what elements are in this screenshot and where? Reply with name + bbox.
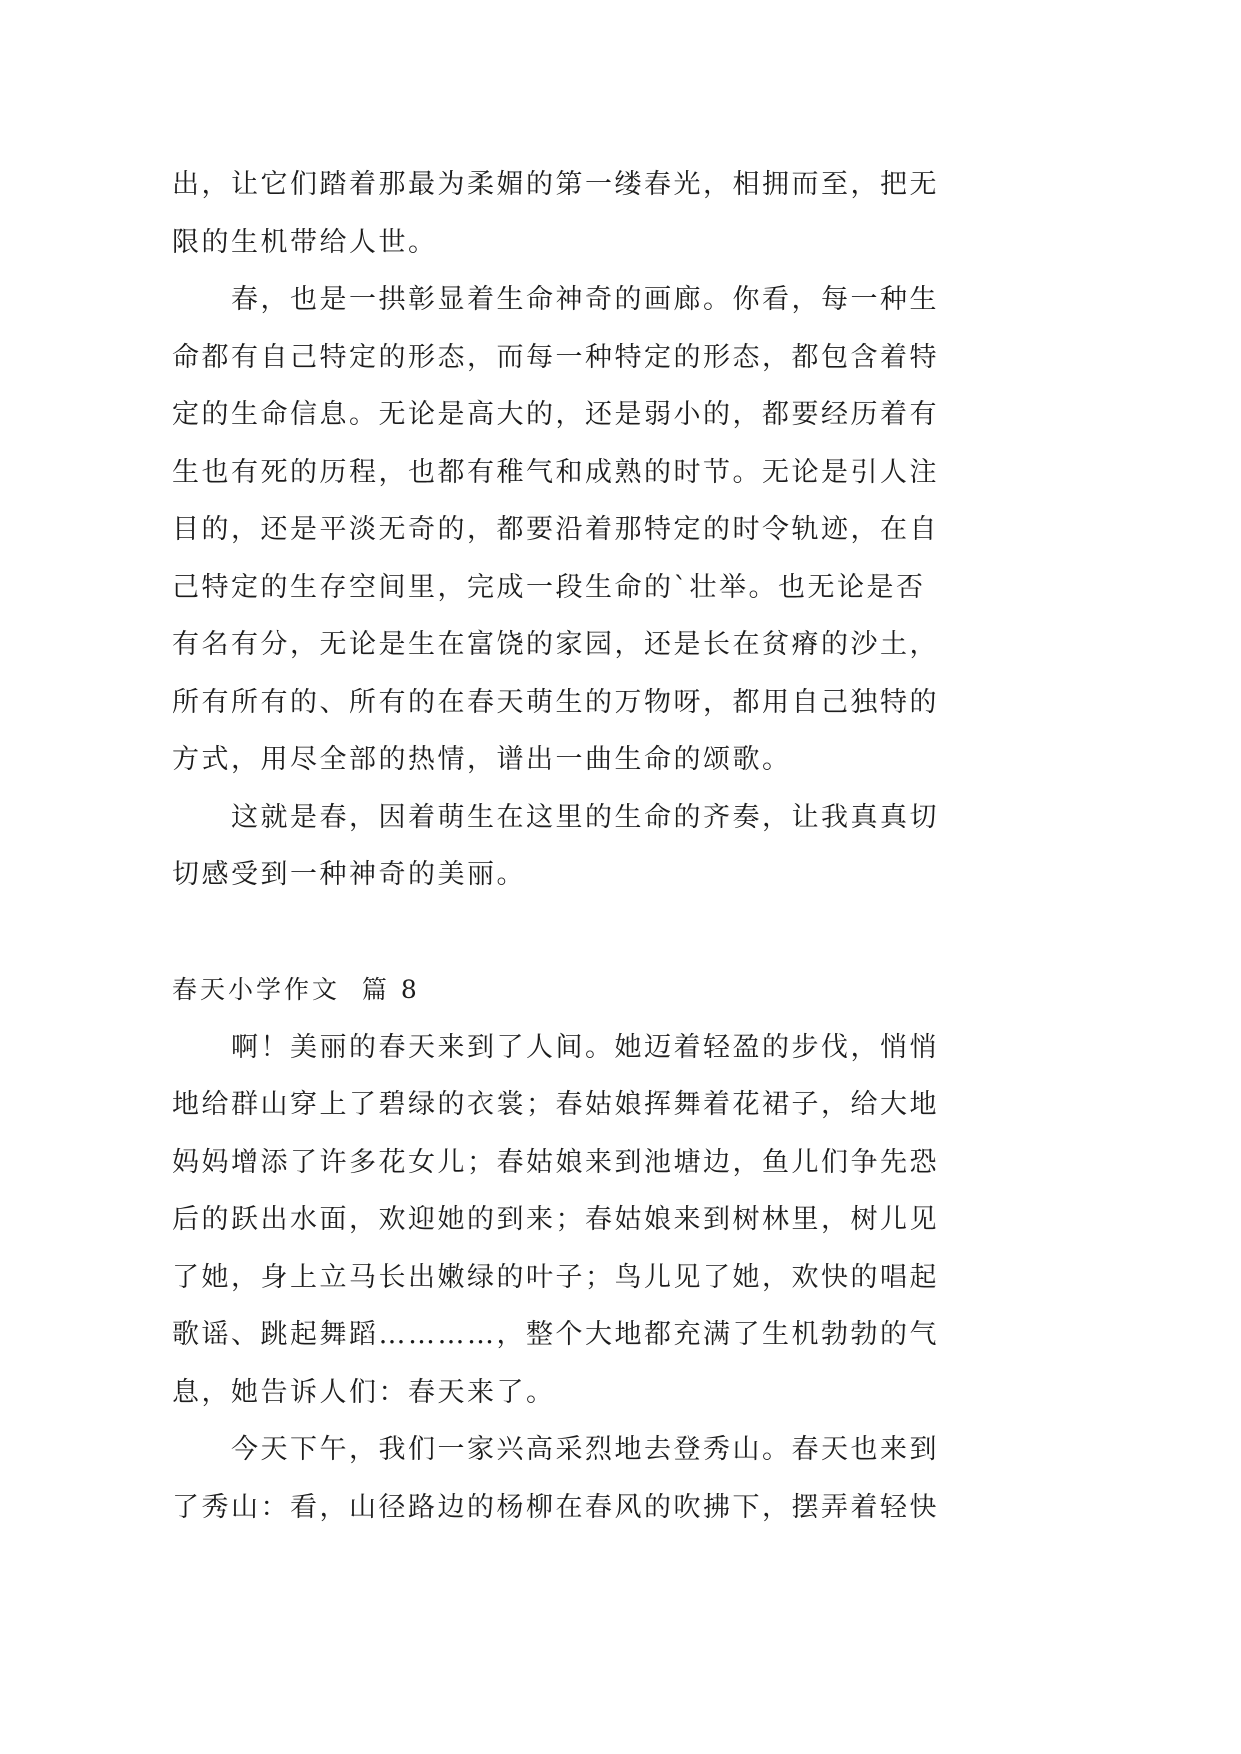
paragraph: [172, 1421, 972, 1536]
text-line: 歌谣、跳起舞蹈…………，整个大地都充满了生机勃勃的气: [172, 1319, 939, 1350]
text-line: 出，让它们踏着那最为柔媚的第一缕春光，相拥而至，把无: [172, 169, 939, 200]
paragraph: [172, 789, 972, 904]
text-line: 这就是春，因着萌生在这里的生命的齐奏，让我真真切: [231, 801, 939, 833]
text-line: 方式，用尽全部的热情，谱出一曲生命的颂歌。: [172, 744, 792, 775]
paragraph: [172, 271, 972, 789]
text-line: 妈妈增添了许多花女儿；春姑娘来到池塘边，鱼儿们争先恐: [172, 1146, 939, 1178]
document-page: [172, 156, 972, 1536]
text-line: 有名有分，无论是生在富饶的家园，还是长在贫瘠的沙土，: [172, 629, 939, 660]
text-line: 今天下午，我们一家兴高采烈地去登秀山。春天也来到: [231, 1434, 939, 1465]
paragraph: [172, 156, 972, 271]
text-line: 限的生机带给人世。: [172, 226, 438, 258]
text-line: 所有所有的、所有的在春天萌生的万物呀，都用自己独特的: [172, 686, 939, 718]
text-line: 了她，身上立马长出嫩绿的叶子；鸟儿见了她，欢快的唱起: [172, 1261, 939, 1293]
text-line: 地给群山穿上了碧绿的衣裳；春姑娘挥舞着花裙子，给大地: [172, 1089, 939, 1120]
text-line: 后的跃出水面，欢迎她的到来；春姑娘来到树林里，树儿见: [172, 1204, 939, 1235]
text-line: 生也有死的历程，也都有稚气和成熟的时节。无论是引人注: [172, 456, 939, 488]
text-line: 定的生命信息。无论是高大的，还是弱小的，都要经历着有: [172, 399, 939, 430]
text-line: 了秀山：看，山径路边的杨柳在春风的吹拂下，摆弄着轻快: [172, 1491, 939, 1523]
text-line: 春，也是一拱彰显着生命神奇的画廊。你看，每一种生: [231, 284, 939, 315]
text-line: 己特定的生存空间里，完成一段生命的`壮举。也无论是否: [172, 571, 926, 603]
paragraph: [172, 1019, 972, 1422]
text-line: 命都有自己特定的形态，而每一种特定的形态，都包含着特: [172, 341, 939, 373]
text-line: 切感受到一种神奇的美丽。: [172, 859, 526, 890]
text-line: 啊！美丽的春天来到了人间。她迈着轻盈的步伐，悄悄: [231, 1031, 939, 1063]
text-line: 息，她告诉人们：春天来了。: [172, 1376, 556, 1408]
text-line: 目的，还是平淡无奇的，都要沿着那特定的时令轨迹，在自: [172, 514, 939, 545]
section-heading: 春天小学作文 篇 8: [172, 975, 420, 1004]
